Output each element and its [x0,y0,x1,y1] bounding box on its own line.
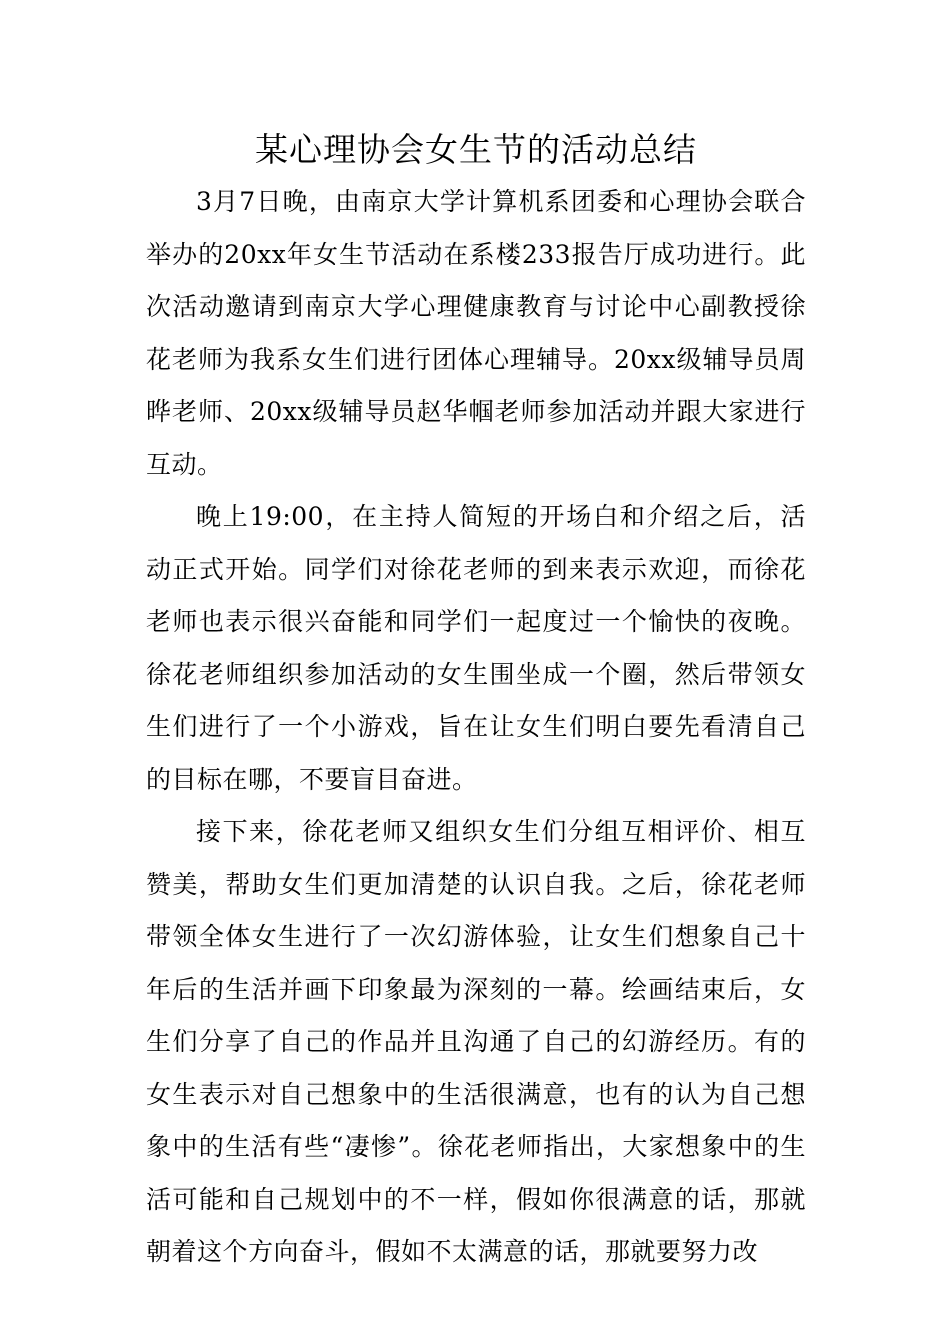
paragraph-2: 晚上19:00，在主持人简短的开场白和介绍之后，活动正式开始。同学们对徐花老师的到来表示欢迎，而徐花老师也表示很兴奋能和同学们一起度过一个愉快的夜晚。徐花老师组织参加活动的女生围坐成一个圈，然后带领女生们进行了一个小游戏，旨在让女生们明白要先看清自己的目标在哪，不要盲目奋进。 [146,502,806,794]
paragraph-1: 3月7日晚，由南京大学计算机系团委和心理协会联合举办的20xx年女生节活动在系楼233报告厅成功进行。此次活动邀请到南京大学心理健康教育与讨论中心副教授徐花老师为我系女生们进行团体心理辅导。20xx级辅导员周晔老师、20xx级辅导员赵华帼老师参加活动并跟大家进行互动。 [146,187,806,479]
document-page [146,124,806,1279]
document-title: 某心理协会女生节的活动总结 [255,130,697,169]
paragraph-3: 接下来，徐花老师又组织女生们分组互相评价、相互赞美，帮助女生们更加清楚的认识自我。之后，徐花老师带领全体女生进行了一次幻游体验，让女生们想象自己十年后的生活并画下印象最为深刻的一幕。绘画结束后，女生们分享了自己的作品并且沟通了自己的幻游经历。有的女生表示对自己想象中的生活很满意，也有的认为自己想象中的生活有些“凄惨”。徐花老师指出，大家想象中的生活可能和自己规划中的不一样，假如你很满意的话，那就朝着这个方向奋斗，假如不太满意的话，那就要努力改 [146,817,806,1266]
